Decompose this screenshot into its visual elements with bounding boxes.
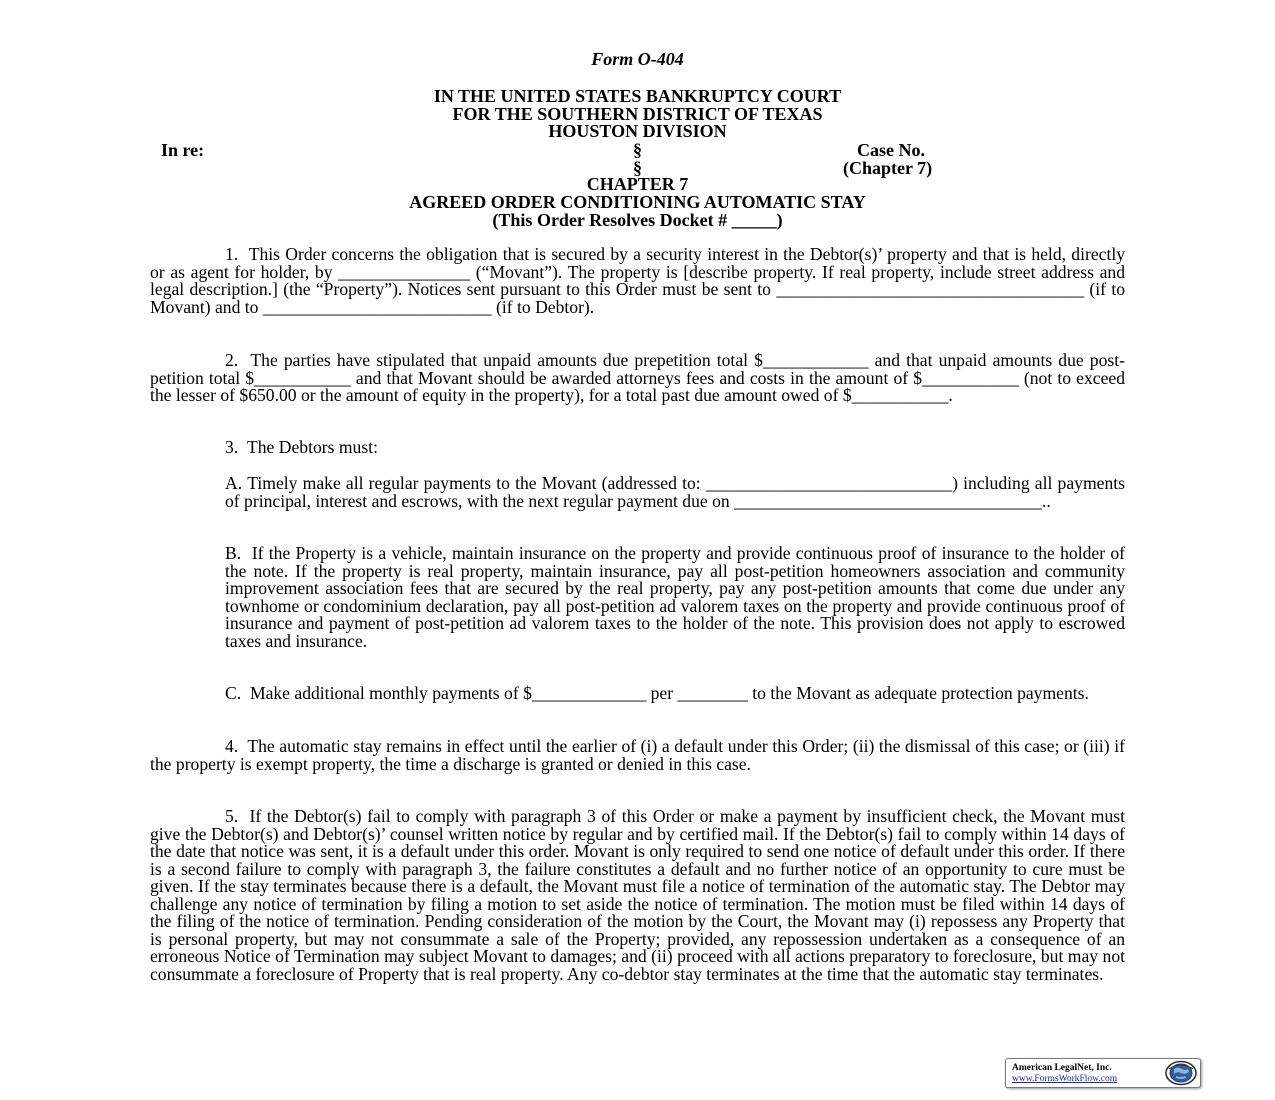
- footer-logo[interactable]: [1005, 1058, 1201, 1088]
- chapter-label: (Chapter 7): [843, 158, 933, 178]
- logo-company-name: American LegalNet, Inc.: [1012, 1063, 1112, 1073]
- paragraph-number: C.: [225, 683, 242, 703]
- logo-url-link[interactable]: www.FormsWorkFlow.com: [1012, 1074, 1118, 1084]
- paragraph-2: [150, 352, 1125, 405]
- globe-icon: [1164, 1060, 1198, 1086]
- paragraph-text: If the Property is a vehicle, maintain insurance on the property and provide continuous proof of insurance to the holder of the note. If the property is real property, maintain insurance, pay all post-petition homeowners association and community improvement association fees that are secured by the real property, pay any post-petition amounts that come due under any townhome or condominium declaration, pay all post-petition ad valorem taxes on the property and provide continuous proof of insurance and payment of post-petition ad valorem taxes to the holder of the note. This provision does not apply to escrowed taxes and insurance.: [225, 543, 1125, 651]
- paragraph-3c: [225, 685, 1125, 703]
- paragraph-number: B.: [225, 543, 242, 563]
- paragraph-1: [150, 246, 1125, 316]
- paragraph-number: A.: [225, 473, 243, 493]
- paragraph-4: [150, 738, 1125, 773]
- in-re-label: In re:: [161, 140, 205, 160]
- caption-row-1: [0, 141, 1275, 159]
- court-district: FOR THE SOUTHERN DISTRICT OF TEXAS: [452, 103, 823, 124]
- paragraph-number: 1.: [225, 244, 239, 264]
- order-titles: [0, 175, 1275, 229]
- order-title: AGREED ORDER CONDITIONING AUTOMATIC STAY: [409, 192, 866, 212]
- paragraph-text: The automatic stay remains in effect until the earlier of (i) a default under this Order; (ii) the dismissal of this case; or (iii) if the property is exempt property, the time a discharge is granted or denied in this case.: [150, 736, 1125, 774]
- paragraph-number: 4.: [225, 736, 239, 756]
- paragraph-3: [150, 439, 1125, 457]
- section-symbol: §: [633, 158, 642, 178]
- paragraph-text: Timely make all regular payments to the Movant (addressed to: ____________________________) including all payments of principal, interest and escrows, with the next regular payment due on ___________________________________..: [225, 473, 1125, 511]
- court-name: IN THE UNITED STATES BANKRUPTCY COURT: [433, 86, 842, 106]
- court-header: [0, 88, 1275, 141]
- paragraph-text: The Debtors must:: [247, 437, 378, 457]
- paragraph-number: 2.: [225, 350, 239, 370]
- form-id: Form O-404: [591, 49, 684, 69]
- paragraph-3a: [225, 475, 1125, 510]
- chapter-title: CHAPTER 7: [586, 174, 689, 194]
- section-symbol: §: [633, 140, 642, 160]
- court-division: HOUSTON DIVISION: [548, 121, 727, 141]
- docket-line: (This Order Resolves Docket # _____): [492, 210, 783, 230]
- paragraph-number: 5.: [225, 806, 239, 826]
- paragraph-text: If the Debtor(s) fail to comply with paragraph 3 of this Order or make a payment by insufficient check, the Movant must give the Debtor(s) and Debtor(s)’ counsel written notice by regular and by certified mail. If the Debtor(s) fail to comply within 14 days of the date that notice was sent, it is a default under this order. Movant is only required to send one notice of default under this order. If there is a second failure to comply with paragraph 3, the failure constitutes a default and no further notice of an opportunity to cure must be given. If the stay terminates because there is a default, the Movant must file a notice of termination of the automatic stay. The Debtor may challenge any notice of termination by filing a motion to set aside the notice of termination. The motion must be filed within 14 days of the filing of the notice of termination. Pending consideration of the motion by the Court, the Movant may (i) repossess any Property that is personal property, but may not consummate a sale of the Property; provided, any repossession undertaken as a consequence of an erroneous Notice of Termination may subject Movant to damages; and (ii) proceed with all actions preparatory to foreclosure, but may not consummate a foreclosure of Property that is real property. Any co-debtor stay terminates at the time that the automatic stay terminates.: [150, 806, 1126, 984]
- paragraph-number: 3.: [225, 437, 239, 457]
- paragraph-text: The parties have stipulated that unpaid amounts due prepetition total $____________ and that unpaid amounts due post-petition total $___________ and that Movant should be awarded attorneys fees and costs in the amount of $___________ (not to exceed the lesser of $650.00 or the amount of equity in the property), for a total past due amount owed of $___________.: [150, 350, 1125, 405]
- paragraph-5: [150, 808, 1125, 983]
- paragraph-text: This Order concerns the obligation that is secured by a security interest in the Debtor(s)’ property and that is held, directly or as agent for holder, by _______________ (“Movant”). The property is [describe property. If real property, include street address and legal description.] (the “Property”). Notices sent pursuant to this Order must be sent to ___________________________________ (if to Movant) and to __________________________ (if to Debtor).: [150, 244, 1126, 317]
- case-number-label: Case No.: [857, 140, 925, 160]
- paragraph-text: Make additional monthly payments of $_____________ per ________ to the Movant as adequate protection payments.: [249, 683, 1089, 703]
- paragraph-3b: [225, 545, 1125, 650]
